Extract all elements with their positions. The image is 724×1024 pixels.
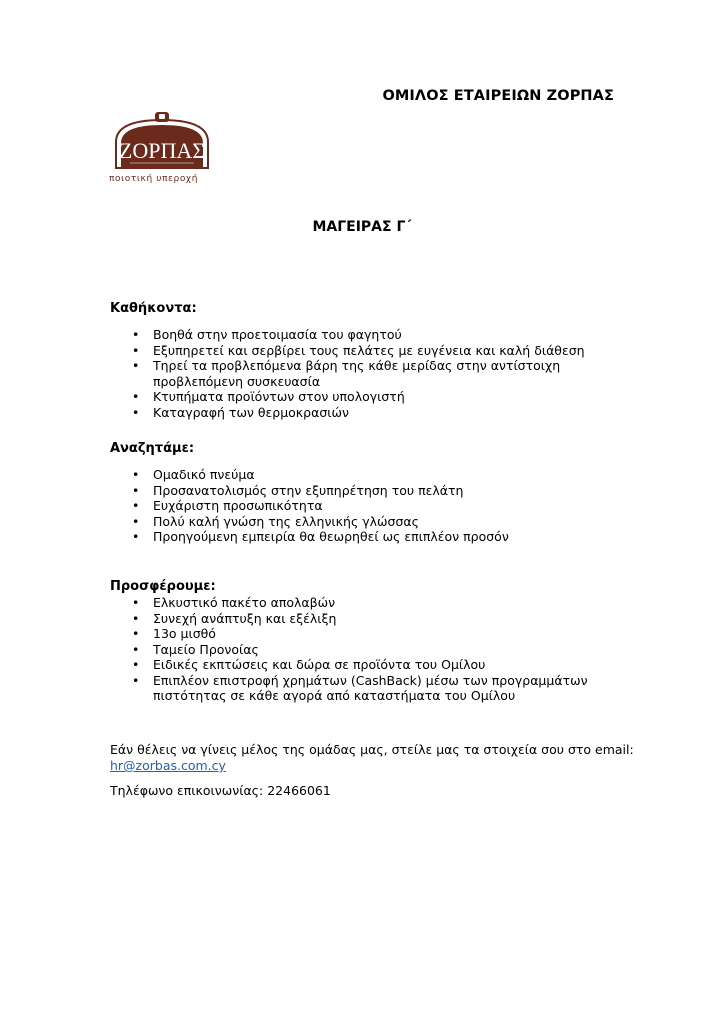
logo-emblem bbox=[108, 112, 216, 174]
list-item: • Επιπλέον επιστροφή χρημάτων (CashBack) μέσω των προγραμμάτων πιστότητας σε κάθε αγορά από καταστήματα του Ομίλου bbox=[110, 673, 590, 704]
list-item: • Ελκυστικό πακέτο απολαβών bbox=[110, 595, 590, 611]
list-item: • Ταμείο Προνοίας bbox=[110, 642, 590, 658]
phone-text: Τηλέφωνο επικοινωνίας: 22466061 bbox=[110, 783, 331, 798]
list-item: • Ειδικές εκπτώσεις και δώρα σε προϊόντα του Ομίλου bbox=[110, 657, 590, 673]
list-item: • Πολύ καλή γνώση της ελληνικής γλώσσας bbox=[110, 514, 590, 530]
job-title: ΜΑΓΕΙΡΑΣ Γ΄ bbox=[312, 219, 412, 235]
duties-list bbox=[110, 327, 590, 420]
list-item: • Καταγραφή των θερμοκρασιών bbox=[110, 405, 590, 421]
list-item: • Προσανατολισμός στην εξυπηρέτηση του πελάτη bbox=[110, 483, 590, 499]
list-item: • Εξυπηρετεί και σερβίρει τους πελάτες με ευγένεια και καλή διάθεση bbox=[110, 343, 590, 359]
list-item: • Προηγούμενη εμπειρία θα θεωρηθεί ως επιπλέον προσόν bbox=[110, 529, 590, 545]
list-item: • Βοηθά στην προετοιμασία του φαγητού bbox=[110, 327, 590, 343]
logo-tagline: ποιοτική υπεροχή bbox=[109, 174, 199, 184]
list-item: • 13ο μισθό bbox=[110, 626, 590, 642]
email-link[interactable]: hr@zorbas.com.cy bbox=[110, 758, 226, 773]
seeking-heading: Αναζητάμε: bbox=[110, 441, 195, 456]
duties-heading: Καθήκοντα: bbox=[110, 301, 197, 316]
company-name: ΟΜΙΛΟΣ ΕΤΑΙΡΕΙΩΝ ΖΟΡΠΑΣ bbox=[382, 88, 614, 104]
logo-brand-text: ΖΟΡΠΑΣ bbox=[118, 138, 206, 163]
list-item: • Ευχάριστη προσωπικότητα bbox=[110, 498, 590, 514]
seeking-list bbox=[110, 467, 590, 545]
list-item: • Ομαδικό πνεύμα bbox=[110, 467, 590, 483]
list-item: • Τηρεί τα προβλεπόμενα βάρη της κάθε μερίδας στην αντίστοιχη προβλεπόμενη συσκευασία bbox=[110, 358, 590, 389]
list-item: • Συνεχή ανάπτυξη και εξέλιξη bbox=[110, 611, 590, 627]
offer-list bbox=[110, 595, 590, 704]
contact-text: Εάν θέλεις να γίνεις μέλος της ομάδας μας, στείλε μας τα στοιχεία σου στο email: bbox=[110, 742, 634, 757]
list-item: • Κτυπήματα προϊόντων στον υπολογιστή bbox=[110, 389, 590, 405]
offer-heading: Προσφέρουμε: bbox=[110, 579, 216, 594]
